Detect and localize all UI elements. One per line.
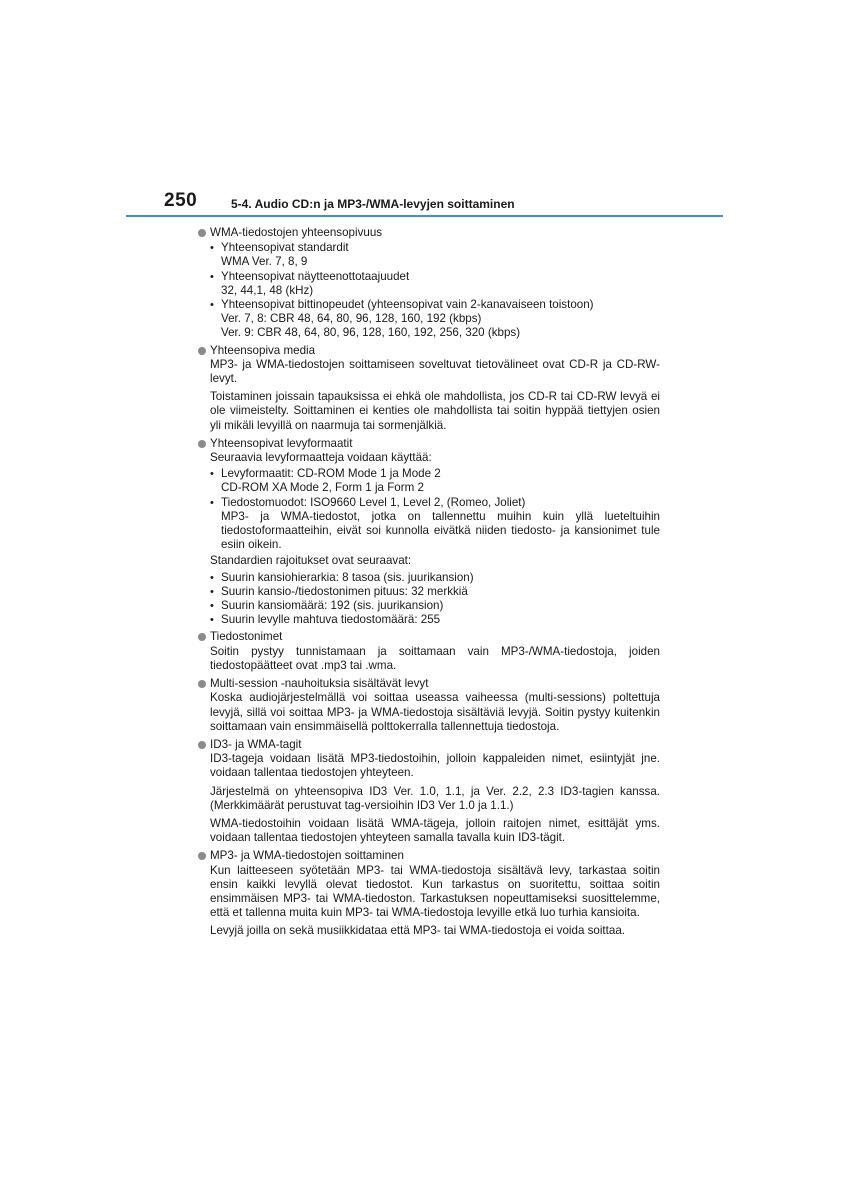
item-sub: Ver. 9: CBR 48, 64, 80, 96, 128, 160, 192, 256, 320 (kbps)	[221, 326, 521, 340]
list-item	[210, 495, 660, 553]
item-text: Tiedostomuodot: ISO9660 Level 1, Level 2, (Romeo, Joliet)	[221, 495, 526, 509]
item-sub: WMA Ver. 7, 8, 9	[221, 255, 308, 269]
item-sub: CD-ROM XA Mode 2, Form 1 ja Form 2	[221, 481, 424, 495]
page-content	[198, 226, 660, 943]
item-text: Yhteensopivat standardit	[221, 241, 349, 255]
item-text: Yhteensopivat näytteenottotaajuudet	[221, 269, 410, 283]
section-playback	[198, 849, 660, 938]
bullet-circle-icon	[198, 852, 206, 860]
bullet-circle-icon	[198, 229, 206, 237]
list-dot-icon: •	[210, 585, 214, 598]
list-dot-icon: •	[210, 571, 214, 584]
section-heading	[198, 344, 660, 358]
item-text: Suurin levylle mahtuva tiedostomäärä: 255	[221, 613, 441, 627]
section-body	[198, 645, 660, 673]
item-text: Suurin kansio-/tiedostonimen pituus: 32 merkkiä	[221, 584, 468, 598]
section-heading	[198, 630, 660, 644]
item-text: Levyformaatit: CD-ROM Mode 1 ja Mode 2	[221, 467, 441, 481]
section-body	[198, 752, 660, 845]
list-item	[210, 584, 660, 599]
list-dot-icon: •	[210, 614, 214, 627]
bullet-circle-icon	[198, 680, 206, 688]
list-dot-icon: •	[210, 496, 214, 509]
section-title: Yhteensopiva media	[210, 343, 316, 357]
section-file-names	[198, 630, 660, 673]
section-heading	[198, 738, 660, 752]
item-list	[210, 241, 660, 340]
section-heading	[198, 437, 660, 451]
section-title: Tiedostonimet	[210, 630, 283, 644]
item-sub: 32, 44,1, 48 (kHz)	[221, 283, 314, 297]
list-item	[210, 467, 660, 495]
list-item	[210, 298, 660, 341]
paragraph: Soitin pystyy tunnistamaan ja soittamaan vain MP3-/WMA-tiedostoja, joiden tiedostopäätteet ovat .mp3 tai .wma.	[210, 644, 660, 672]
section-title: Yhteensopivat levyformaatit	[210, 436, 353, 450]
section-heading	[198, 226, 660, 240]
paragraph: WMA-tiedostoihin voidaan lisätä WMA-tägeja, jolloin raitojen nimet, esittäjät yms. voidaan tallentaa tiedostojen yhteyteen samalla tavalla kuin ID3-tägit.	[210, 816, 660, 845]
section-title: MP3- ja WMA-tiedostojen soittaminen	[210, 849, 404, 863]
paragraph: ID3-tageja voidaan lisätä MP3-tiedostoihin, jolloin kappaleiden nimet, esiintyjät jne. voidaan tallentaa tiedostojen yhteyteen.	[210, 752, 660, 780]
section-body	[198, 451, 660, 627]
bullet-circle-icon	[198, 440, 206, 448]
section-title: WMA-tiedostojen yhteensopivuus	[210, 226, 383, 239]
list-dot-icon: •	[210, 270, 214, 283]
page-number: 250	[164, 190, 198, 211]
section-title: ID3- ja WMA-tagit	[210, 737, 302, 751]
section-heading	[198, 677, 660, 691]
list-item	[210, 613, 660, 627]
list-dot-icon: •	[210, 600, 214, 613]
bullet-circle-icon	[198, 347, 206, 355]
list-item	[210, 241, 660, 269]
item-sub: Ver. 7, 8: CBR 48, 64, 80, 96, 128, 160, 192 (kbps)	[221, 312, 482, 326]
limits-list	[210, 571, 660, 628]
item-text: Yhteensopivat bittinopeudet (yhteensopivat vain 2-kanavaiseen toistoon)	[221, 298, 594, 312]
paragraph: Levyjä joilla on sekä musiikkidataa että MP3- tai WMA-tiedostoja ei voida soittaa.	[210, 924, 625, 938]
paragraph: MP3- ja WMA-tiedostojen soittamiseen soveltuvat tietovälineet ovat CD-R ja CD-RW-levyt.	[210, 357, 660, 386]
section-wma-compatibility	[198, 226, 660, 341]
section-multi-session	[198, 677, 660, 734]
list-dot-icon: •	[210, 242, 214, 255]
header-rule	[126, 215, 723, 217]
list-item	[210, 269, 660, 298]
item-list	[210, 467, 660, 552]
intro-text: Seuraavia levyformaatteja voidaan käyttää:	[210, 451, 432, 465]
bullet-circle-icon	[198, 741, 206, 749]
chapter-title: 5-4. Audio CD:n ja MP3-/WMA-levyjen soittaminen	[231, 197, 515, 211]
section-body	[198, 691, 660, 734]
list-item	[210, 570, 660, 585]
paragraph: Järjestelmä on yhteensopiva ID3 Ver. 1.0, 1.1, ja Ver. 2.2, 2.3 ID3-tagien kanssa. (Merkkimäärät perustuvat tag-versioihin ID3 Ver 1.0 ja 1.1.)	[210, 784, 660, 812]
list-item	[210, 599, 660, 613]
section-id3-wma-tags	[198, 738, 660, 845]
list-dot-icon: •	[210, 468, 214, 481]
bullet-circle-icon	[198, 633, 206, 641]
paragraph: Kun laitteeseen syötetään MP3- tai WMA-tiedostoja sisältävä levy, tarkastaa soitin ensin kaikki levyllä olevat tiedostot. Kun tarkastus on suoritettu, soittaa soitin ensimmäisen MP3- tai WMA-tiedoston. Tarkastuksen nopeuttamiseksi suosittelemme, että et tallenna muita kuin MP3- tai WMA-tiedostoja levyille etkä luo turhia kansioita.	[210, 863, 660, 920]
intro-text: Standardien rajoitukset ovat seuraavat:	[210, 554, 412, 568]
section-compatible-media	[198, 344, 660, 433]
section-title: Multi-session -nauhoituksia sisältävät levyt	[210, 677, 429, 691]
section-body	[198, 864, 660, 939]
item-subparagraph: MP3- ja WMA-tiedostot, jotka on tallennettu muihin kuin yllä lueteltuihin tiedostoformaatteihin, eivät soi kunnolla eivätkä niiden tiedosto- ja kansionimet tule esiin oikein.	[221, 509, 660, 552]
list-dot-icon: •	[210, 299, 214, 312]
item-text: Suurin kansiohierarkia: 8 tasoa (sis. juurikansion)	[221, 570, 474, 584]
section-body	[198, 241, 660, 340]
section-disc-formats	[198, 437, 660, 628]
section-body	[198, 358, 660, 433]
item-text: Suurin kansiomäärä: 192 (sis. juurikansion)	[221, 599, 444, 613]
paragraph: Koska audiojärjestelmällä voi soittaa useassa vaiheessa (multi-sessions) poltettuja levyjä, sillä voi soittaa MP3- ja WMA-tiedostoja sisältäviä levyjä. Soitin pystyy kuitenkin soittamaan vain ensimmäisellä polttokerralla tallennettuja tiedostoja.	[210, 691, 660, 733]
section-heading	[198, 849, 660, 863]
paragraph: Toistaminen joissain tapauksissa ei ehkä ole mahdollista, jos CD-R tai CD-RW levyä ei ole viimeistelty. Soittaminen ei kenties ole mahdollista tai soitin hyppää tiettyjen osien yli mikäli levyillä on naarmuja tai sormenjälkiä.	[210, 390, 660, 432]
